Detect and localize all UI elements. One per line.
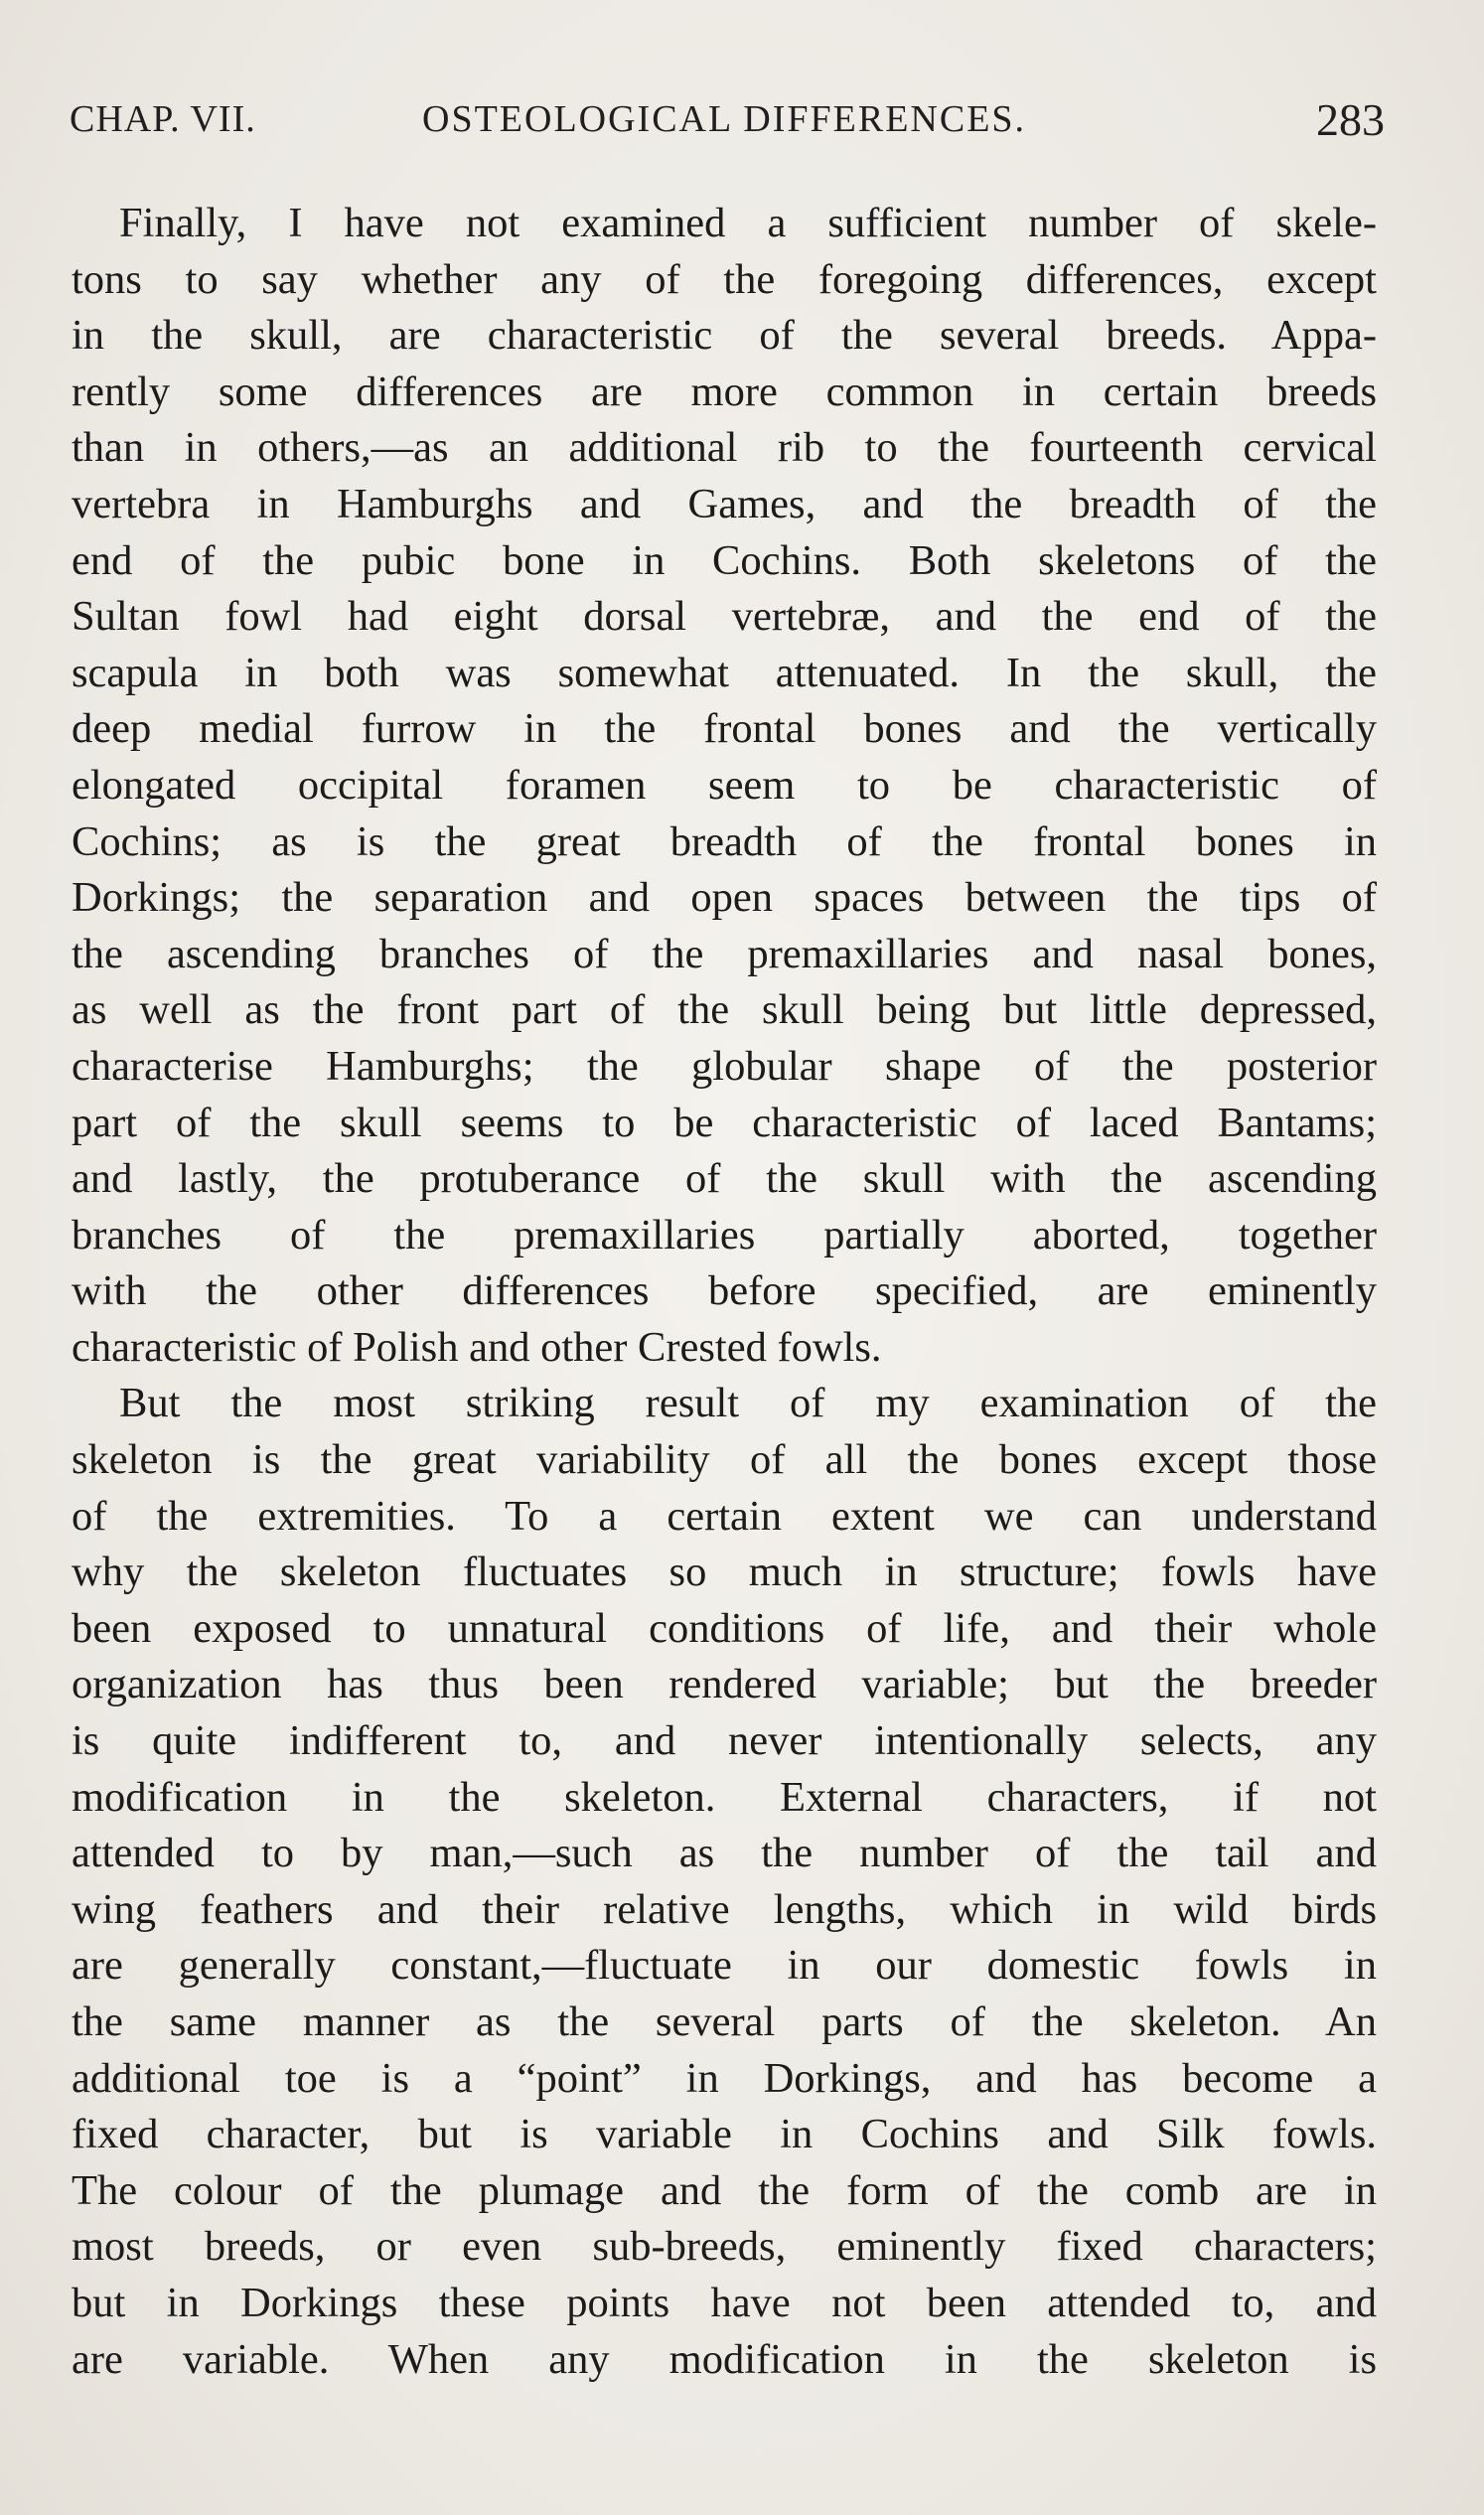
text-line: why the skeleton fluctuates so much in structure; fowls have (72, 1549, 1377, 1596)
text-line: Finally, I have not examined a sufficient number of skele- (119, 200, 1377, 246)
text-line: But the most striking result of my examination of the (119, 1380, 1377, 1427)
chapter-label: CHAP. VII. (70, 98, 256, 140)
text-line: Cochins; as is the great breadth of the frontal bones in (72, 817, 1377, 865)
running-title: OSTEOLOGICAL DIFFERENCES. (422, 98, 1027, 140)
text-line: the ascending branches of the premaxillaries and nasal bones, (72, 930, 1377, 977)
text-line: most breeds, or even sub-breeds, eminently fixed characters; (72, 2223, 1377, 2271)
text-line: Dorkings; the separation and open spaces between the tips of (72, 874, 1377, 922)
text-line: are variable. When any modification in the skeleton is (72, 2335, 1377, 2383)
text-line: vertebra in Hamburghs and Games, and the breadth of the (72, 480, 1377, 527)
text-line: end of the pubic bone in Cochins. Both skeletons of the (72, 536, 1377, 584)
paragraph-2 (72, 1376, 1377, 2388)
body-text (72, 196, 1377, 2388)
text-line: rently some differences are more common in certain breeds (72, 368, 1377, 415)
text-line: tons to say whether any of the foregoing differences, except (72, 255, 1377, 303)
text-line: with the other differences before specified, are eminently (72, 1267, 1377, 1315)
text-line: characteristic of Polish and other Crested fowls. (72, 1323, 882, 1371)
text-line: in the skull, are characteristic of the several breeds. Appa- (72, 312, 1377, 360)
text-line: but in Dorkings these points have not been attended to, and (72, 2279, 1377, 2326)
text-line: of the extremities. To a certain extent we can understand (72, 1492, 1377, 1540)
text-line: branches of the premaxillaries partially aborted, together (72, 1211, 1377, 1258)
text-line: Sultan fowl had eight dorsal vertebræ, and the end of the (72, 593, 1377, 641)
page-number: 283 (1316, 94, 1385, 145)
text-line: skeleton is the great variability of all the bones except those (72, 1436, 1377, 1484)
text-line: characterise Hamburghs; the globular shape of the posterior (72, 1042, 1377, 1090)
text-line: are generally constant,—fluctuate in our domestic fowls in (72, 1942, 1377, 1990)
text-line: organization has thus been rendered variable; but the breeder (72, 1661, 1377, 1708)
text-line: been exposed to unnatural conditions of life, and their whole (72, 1604, 1377, 1652)
text-line: fixed character, but is variable in Cochins and Silk fowls. (72, 2111, 1377, 2158)
text-line: and lastly, the protuberance of the skull with the ascending (72, 1155, 1377, 1203)
text-line: the same manner as the several parts of the skeleton. An (72, 1998, 1377, 2045)
text-line: part of the skull seems to be characteristic of laced Bantams; (72, 1099, 1377, 1146)
text-line: elongated occipital foramen seem to be characteristic of (72, 761, 1377, 809)
text-line: deep medial furrow in the frontal bones and the vertically (72, 705, 1377, 753)
text-line: wing feathers and their relative lengths, which in wild birds (72, 1885, 1377, 1933)
text-line: attended to by man,—such as the number of the tail and (72, 1830, 1377, 1877)
text-line: The colour of the plumage and the form of the comb are in (72, 2166, 1377, 2214)
text-line: scapula in both was somewhat attenuated. In the skull, the (72, 649, 1377, 696)
text-line: as well as the front part of the skull being but little depressed, (72, 986, 1377, 1034)
text-line: modification in the skeleton. External characters, if not (72, 1773, 1377, 1821)
text-line: than in others,—as an additional rib to the fourteenth cervical (72, 424, 1377, 472)
text-line: additional toe is a “point” in Dorkings, and has become a (72, 2054, 1377, 2102)
running-head (70, 94, 1385, 157)
text-line: is quite indifferent to, and never intentionally selects, any (72, 1717, 1377, 1765)
paragraph-1 (72, 196, 1377, 1376)
